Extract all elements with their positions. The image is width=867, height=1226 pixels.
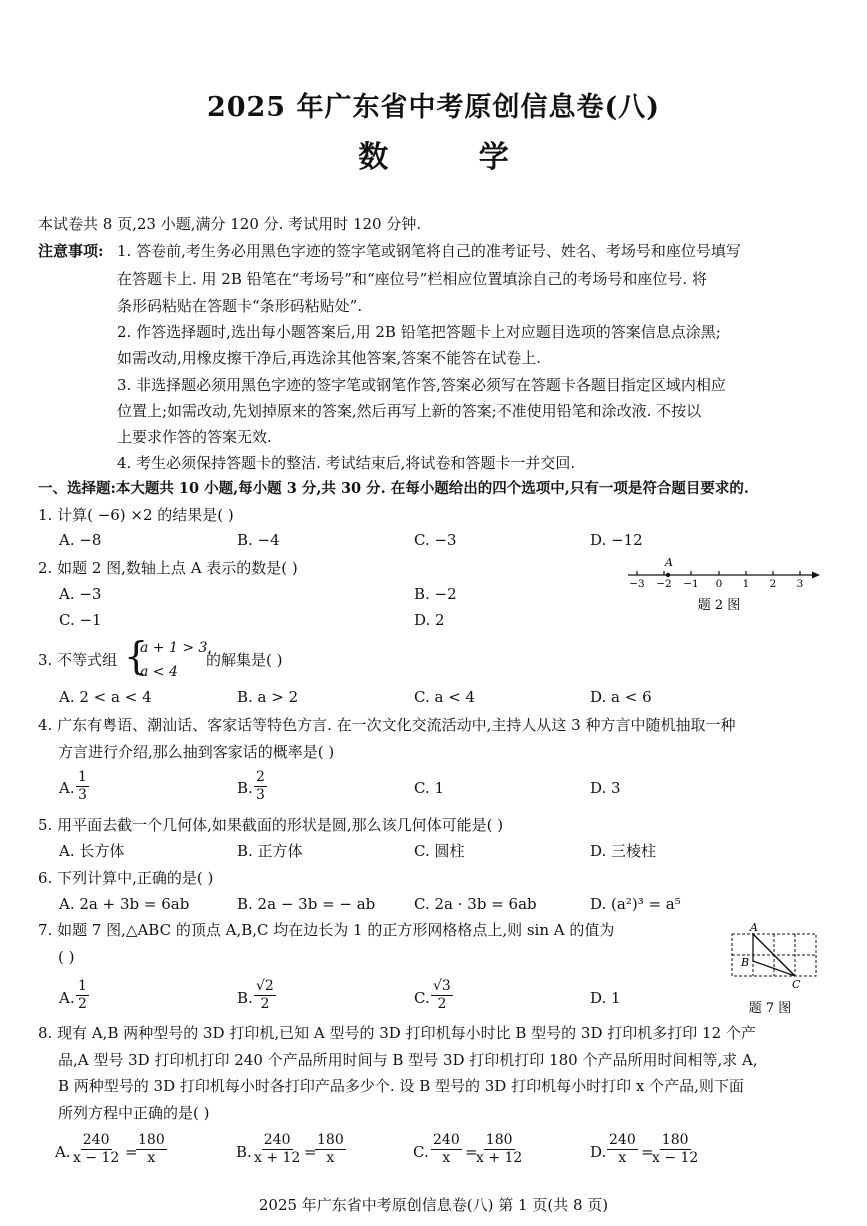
subject-title: 数 学 xyxy=(358,140,549,175)
q8-option-a-left xyxy=(73,1133,119,1165)
question-8-line: 品,A 型号 3D 打印机打印 240 个产品所用时间与 B 型号 3D 打印机打印 180 个产品所用时间相等,求 A, xyxy=(58,1051,758,1069)
exam-title: 2025 年广东省中考原创信息卷(八) xyxy=(206,92,661,123)
denominator: x + 12 xyxy=(254,1149,301,1166)
numerator: 240 xyxy=(82,1132,110,1148)
section-heading: 一、选择题:本大题共 10 小题,每小题 3 分,共 30 分. 在每小题给出的四个选项中,只有一项是符合题目要求的. xyxy=(38,480,749,497)
q7-option-c-fraction xyxy=(431,979,453,1011)
question-8-line: B 两种型号的 3D 打印机每小时各打印产品多少个. 设 B 型号的 3D 打印机每小时打印 x 个产品,则下面 xyxy=(58,1077,744,1095)
q4-option-d: D. 3 xyxy=(590,779,621,797)
question-4-line-1: 4. 广东有粤语、潮汕话、客家话等特色方言. 在一次文化交流活动中,主持人从这 3 种方言中随机抽取一种 xyxy=(38,716,736,734)
note-line: 1. 答卷前,考生务必用黑色字迹的签字笔或钢笔将自己的准考证号、姓名、考场号和座位号填写 xyxy=(117,242,741,260)
numerator: 180 xyxy=(138,1132,165,1148)
question-4-line-2: 方言进行介绍,那么抽到客家话的概率是( ) xyxy=(58,743,335,761)
q2-option-d: D. 2 xyxy=(414,611,445,629)
note-line: 在答题卡上. 用 2B 铅笔在“考场号”和“座位号”栏相应位置填涂自己的考场号和座位号. 将 xyxy=(117,270,707,288)
denominator: x xyxy=(147,1149,156,1166)
numerator: 1 xyxy=(78,769,87,785)
numerator: 180 xyxy=(485,1132,513,1148)
q3-option-d: D. a < 6 xyxy=(590,688,652,706)
q1-option-b: B. −4 xyxy=(237,531,280,549)
q5-option-a: A. 长方体 xyxy=(59,842,125,860)
q2-option-a: A. −3 xyxy=(59,585,102,603)
q6-option-a: A. 2a + 3b = 6ab xyxy=(59,895,190,913)
numerator: 180 xyxy=(661,1132,689,1148)
note-line: 上要求作答的答案无效. xyxy=(117,428,272,446)
numerator: 240 xyxy=(263,1132,291,1148)
numerator: 240 xyxy=(609,1132,636,1148)
question-8-line: 所列方程中正确的是( ) xyxy=(58,1104,210,1122)
q4-option-c: C. 1 xyxy=(414,779,445,797)
q4-option-a-fraction xyxy=(76,770,89,802)
tick-label: −2 xyxy=(656,578,672,590)
numerator: 2 xyxy=(256,769,265,785)
q5-option-c: C. 圆柱 xyxy=(414,842,465,860)
numerator: 240 xyxy=(433,1132,460,1148)
q6-option-d: D. (a²)³ = a⁵ xyxy=(590,895,681,913)
question-6-stem: 6. 下列计算中,正确的是( ) xyxy=(38,869,214,887)
q3-option-c: C. a < 4 xyxy=(414,688,476,706)
q8-option-d-label: D. xyxy=(590,1143,607,1161)
note-line: 2. 作答选择题时,选出每小题答案后,用 2B 铅笔把答题卡上对应题目选项的答案信息点涂黑; xyxy=(117,323,721,341)
q8-option-c-right xyxy=(476,1133,522,1165)
denominator: 3 xyxy=(256,786,265,803)
equals-sign: = xyxy=(465,1143,478,1161)
q2-option-b: B. −2 xyxy=(414,585,457,603)
note-line: 条形码粘贴在答题卡“条形码粘贴处”. xyxy=(117,297,363,315)
denominator: 2 xyxy=(260,995,270,1012)
inequality-2: a < 4 xyxy=(140,664,178,680)
q8-option-a-right xyxy=(136,1133,167,1165)
numerator: √2 xyxy=(256,978,274,994)
q8-option-b-right xyxy=(315,1133,346,1165)
numerator: 180 xyxy=(317,1132,344,1148)
q2-option-c: C. −1 xyxy=(59,611,102,629)
vertex-a-label: A xyxy=(750,921,758,934)
exam-intro: 本试卷共 8 页,23 小题,满分 120 分. 考试用时 120 分钟. xyxy=(38,215,422,233)
notes-label: 注意事项: xyxy=(38,242,104,260)
point-a-label: A xyxy=(665,556,673,569)
note-line: 4. 考生必须保持答题卡的整洁. 考试结束后,将试卷和答题卡一并交回. xyxy=(117,454,576,472)
q7-option-d: D. 1 xyxy=(590,989,621,1007)
q6-option-b: B. 2a − 3b = − ab xyxy=(237,895,376,913)
denominator: x xyxy=(326,1149,335,1166)
question-5-stem: 5. 用平面去截一个几何体,如果截面的形状是圆,那么该几何体可能是( ) xyxy=(38,816,504,834)
q4-option-b-fraction xyxy=(254,770,267,802)
equals-sign: = xyxy=(641,1143,654,1161)
numerator: √3 xyxy=(433,978,451,994)
system-brace: { xyxy=(124,634,149,678)
denominator: 2 xyxy=(78,995,87,1012)
q8-option-b-left xyxy=(254,1133,300,1165)
question-3-prefix: 3. 不等式组 xyxy=(38,651,118,669)
question-7-line-1: 7. 如题 7 图,△ABC 的顶点 A,B,C 均在边长为 1 的正方形网格格点上,则 sin A 的值为 xyxy=(38,921,615,939)
q7-option-b-label: B. xyxy=(237,989,253,1007)
q3-option-b: B. a > 2 xyxy=(237,688,299,706)
note-line: 位置上;如需改动,先划掉原来的答案,然后再写上新的答案;不准使用铅笔和涂改液. 不按以 xyxy=(117,402,702,420)
denominator: 3 xyxy=(78,786,87,803)
denominator: x − 12 xyxy=(652,1149,699,1166)
q7-option-c-label: C. xyxy=(414,989,430,1007)
q3-option-a: A. 2 < a < 4 xyxy=(59,688,152,706)
numerator: 1 xyxy=(78,978,87,994)
tick-label: 1 xyxy=(742,578,750,590)
question-2-stem: 2. 如题 2 图,数轴上点 A 表示的数是( ) xyxy=(38,559,298,577)
q8-option-a-label: A. xyxy=(55,1143,71,1161)
question-7-line-2: ( ) xyxy=(58,948,75,966)
equals-sign: = xyxy=(125,1143,138,1161)
q7-option-a-label: A. xyxy=(59,989,75,1007)
q8-option-d-right xyxy=(652,1133,698,1165)
denominator: 2 xyxy=(437,995,447,1012)
q5-option-b: B. 正方体 xyxy=(237,842,303,860)
q8-option-c-label: C. xyxy=(413,1143,429,1161)
tick-label: −3 xyxy=(629,578,645,590)
point-a-marker xyxy=(666,573,670,577)
tick-label: 2 xyxy=(769,578,777,590)
q4-option-b-label: B. xyxy=(237,779,253,797)
tick-label: 3 xyxy=(796,578,804,590)
denominator: x − 12 xyxy=(73,1149,120,1166)
note-line: 如需改动,用橡皮擦干净后,再选涂其他答案,答案不能答在试卷上. xyxy=(117,349,542,367)
figure-2-caption: 题 2 图 xyxy=(697,598,741,613)
q5-option-d: D. 三棱柱 xyxy=(590,842,657,860)
q1-option-c: C. −3 xyxy=(414,531,457,549)
q8-option-d-left xyxy=(607,1133,638,1165)
q1-option-d: D. −12 xyxy=(590,531,643,549)
note-line: 3. 非选择题必须用黑色字迹的签字笔或钢笔作答,答案必须写在答题卡各题目指定区域内相应 xyxy=(117,376,726,394)
question-3-suffix: 的解集是( ) xyxy=(206,651,283,669)
q1-option-a: A. −8 xyxy=(59,531,102,549)
tick-label: 0 xyxy=(715,578,723,590)
q7-option-a-fraction xyxy=(76,979,89,1011)
denominator: x xyxy=(618,1149,627,1166)
denominator: x + 12 xyxy=(476,1149,523,1166)
inequality-1: a + 1 > 3, xyxy=(140,640,212,656)
triangle-grid-figure xyxy=(725,920,825,1018)
page-footer: 2025 年广东省中考原创信息卷(八) 第 1 页(共 8 页) xyxy=(258,1196,609,1214)
q6-option-c: C. 2a · 3b = 6ab xyxy=(414,895,537,913)
number-line-figure xyxy=(620,555,825,615)
vertex-b-label: B xyxy=(741,956,750,969)
figure-7-caption: 题 7 图 xyxy=(748,1001,792,1016)
q7-option-b-fraction xyxy=(254,979,276,1011)
q8-option-b-label: B. xyxy=(236,1143,252,1161)
question-1-stem: 1. 计算( −6) ×2 的结果是( ) xyxy=(38,506,234,524)
question-8-line: 8. 现有 A,B 两种型号的 3D 打印机,已知 A 型号的 3D 打印机每小时比 B 型号的 3D 打印机多打印 12 个产 xyxy=(38,1024,756,1042)
denominator: x xyxy=(442,1149,451,1166)
tick-label: −1 xyxy=(683,578,699,590)
q4-option-a-label: A. xyxy=(59,779,75,797)
equals-sign: = xyxy=(304,1143,317,1161)
q8-option-c-left xyxy=(431,1133,462,1165)
vertex-c-label: C xyxy=(792,978,801,991)
